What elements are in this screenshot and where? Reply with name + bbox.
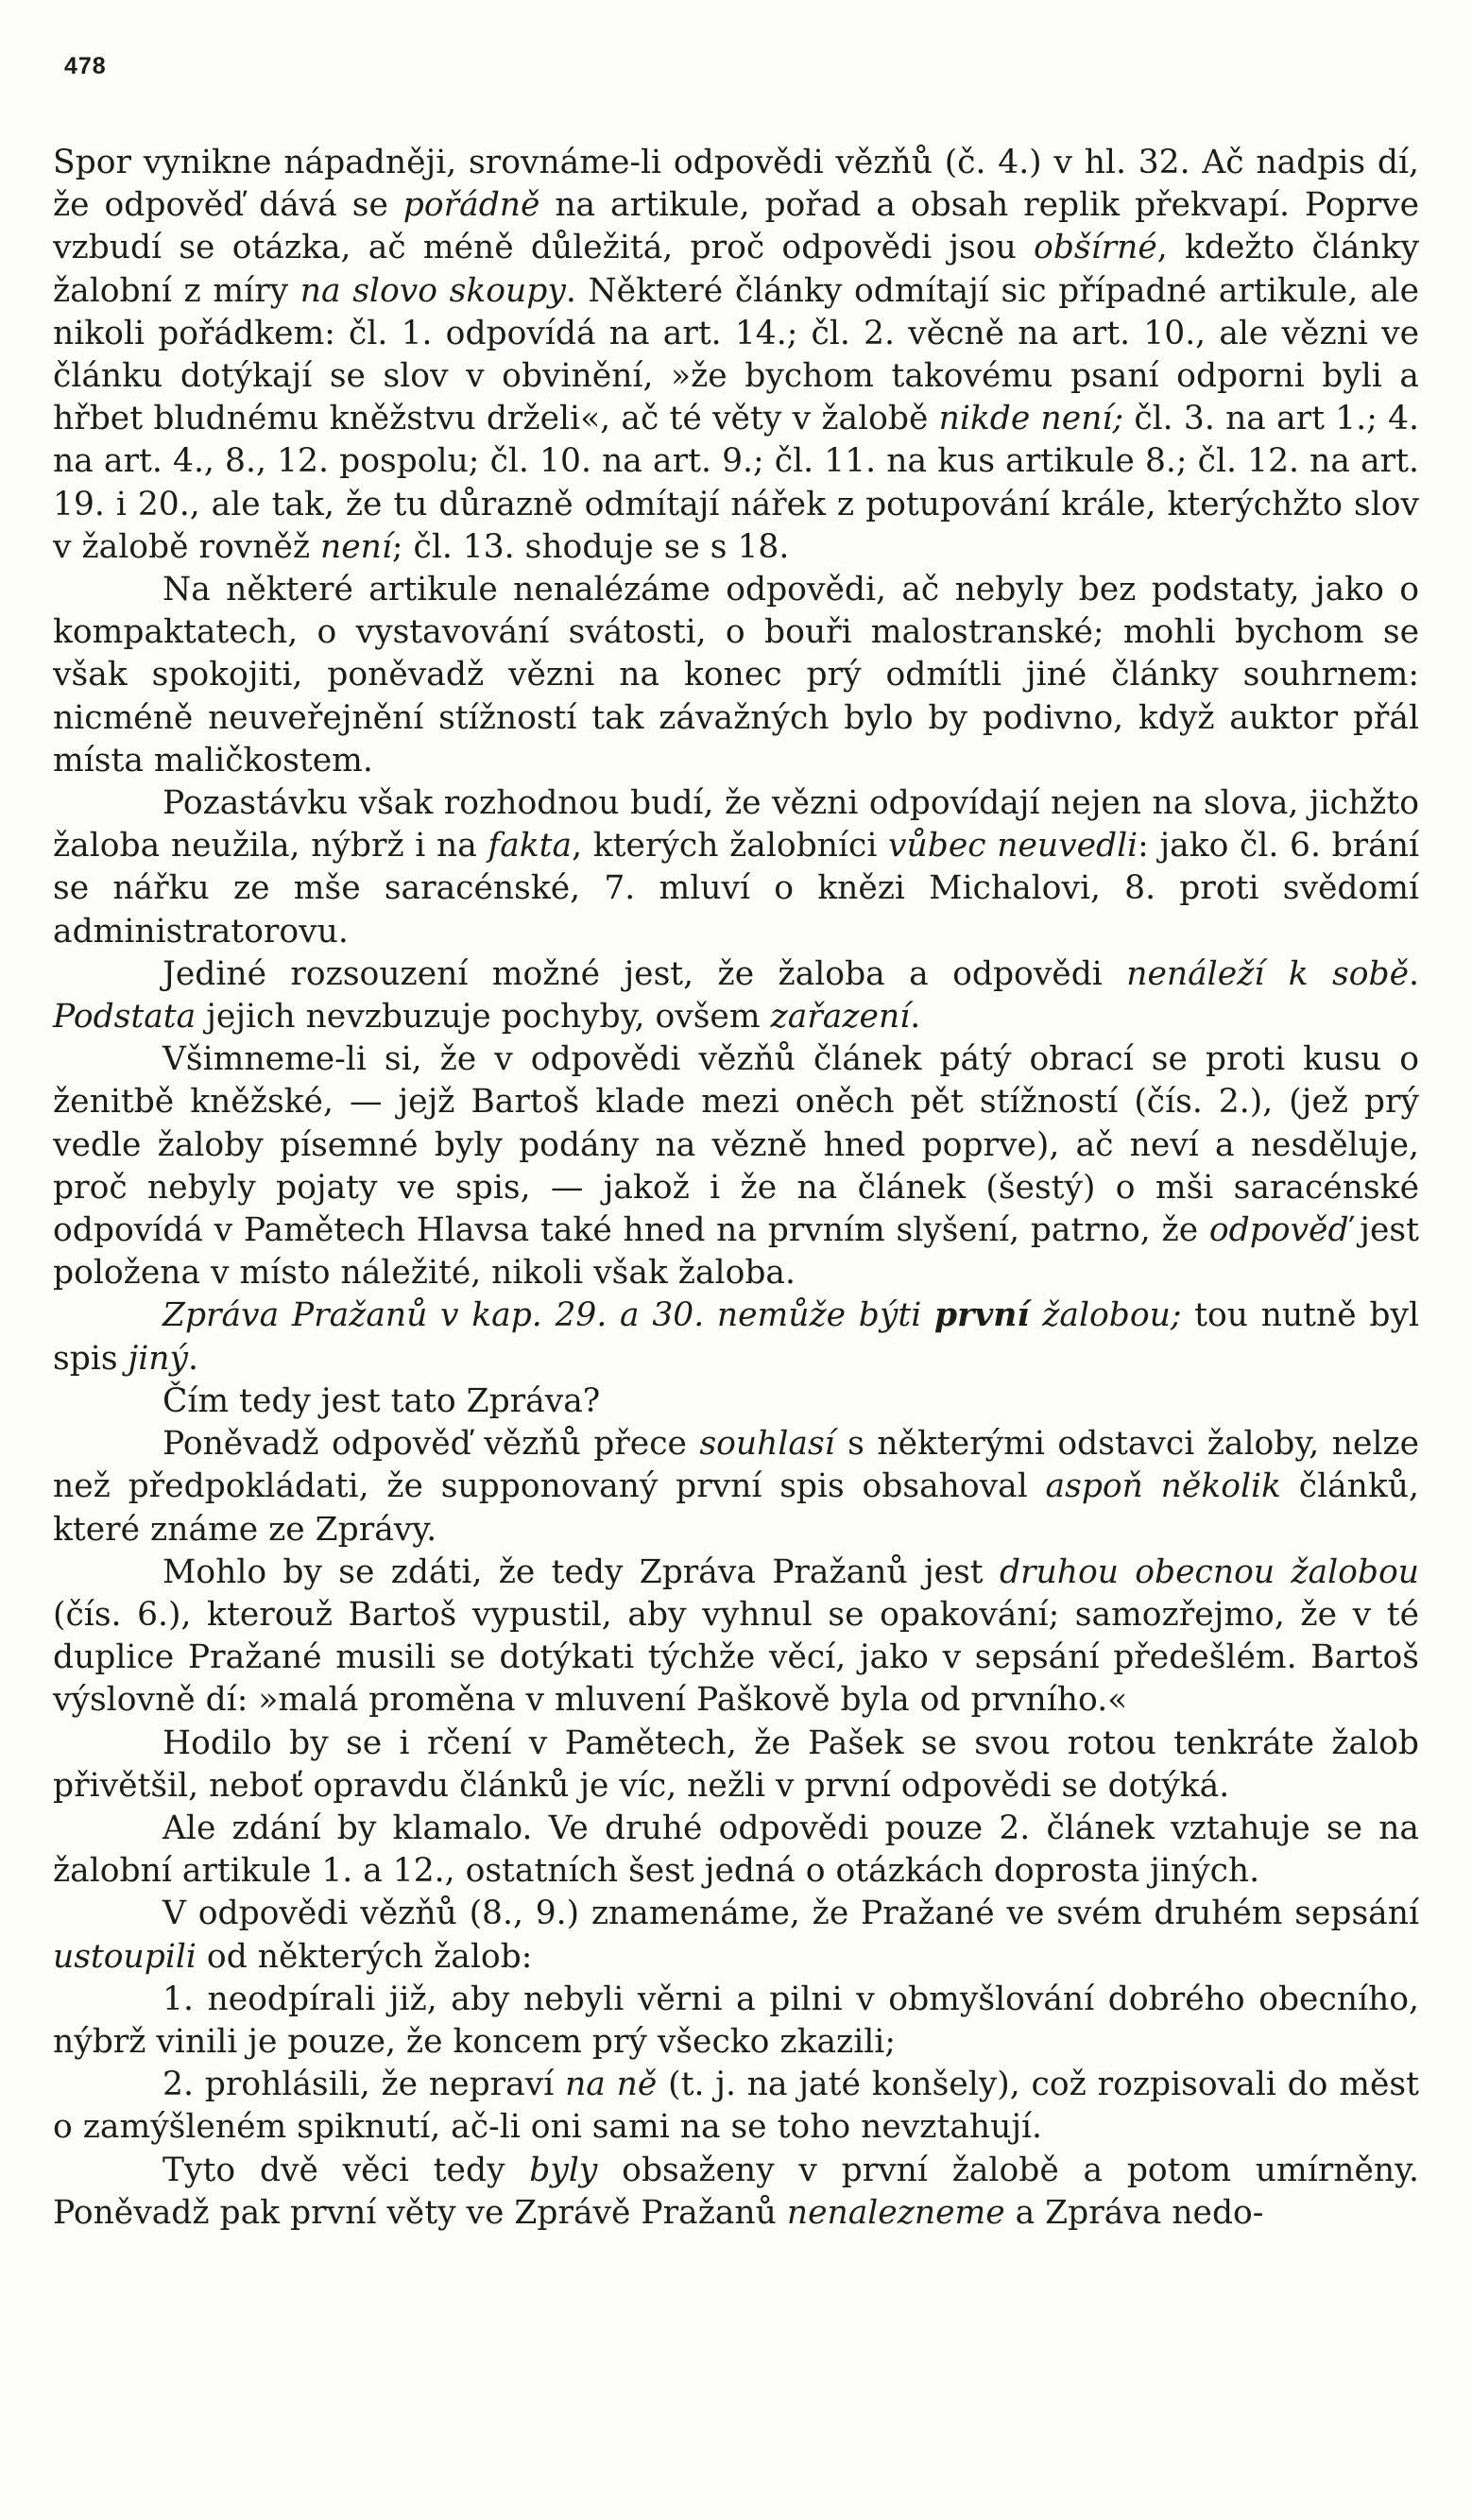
italic-run: byly (529, 2151, 598, 2189)
paragraph (53, 2150, 1419, 2235)
italic-run: Zpráva Pražanů v kap. 29. a 30. nemůže býti (163, 1296, 934, 1335)
italic-run: žalobou; (1029, 1296, 1182, 1335)
text-run: (t. j. na jaté konšely), což rozpisovali do měst o zamýšleném spiknutí, ač-li oni sami na se toho nevztahují. (53, 2066, 1419, 2147)
text-run: . (1409, 954, 1419, 993)
page-number: 478 (64, 53, 107, 79)
text-run: Tyto dvě věci tedy (163, 2151, 530, 2189)
text-run: Mohlo by se zdáti, že tedy Zpráva Pražanů jest (163, 1552, 1000, 1591)
italic-run: Podstata (53, 998, 197, 1037)
text-run: jejich nevzbuzuje pochyby, ovšem (196, 998, 771, 1037)
text-run: Jediné rozsouzení možné jest, že žaloba a odpovědi (163, 954, 1127, 993)
italic-run: nenalezneme (786, 2193, 1005, 2232)
text-run: Hodilo by se i rčení v Pamětech, že Pašek se svou rotou tenkráte žalob přivětšil, neboť opravdu článků je víc, nežli v první odpovědi se dotýká. (53, 1723, 1419, 1805)
text-run: , kterých žalobníci (572, 827, 889, 866)
text-run: Spor vynikne nápadněji, srovnáme-li odpovědi vězňů (č. 4.) v hl. 32. Ač nadpis dí, že odpověď dává se (53, 144, 1419, 225)
italic-run: zařazení (770, 998, 911, 1037)
text-run: : jako čl. 6. brání se nářku ze mše saracénské, 7. mluví o knězi Michalovi, 8. proti svědomí administratorovu. (53, 827, 1419, 951)
italic-run: obšírné (1034, 229, 1157, 267)
text-run: jest položena v místo náležité, nikoli však žaloba. (53, 1211, 1419, 1293)
body-text (53, 142, 1419, 2235)
text-run: na artikule, pořad a obsah replik překvapí. Poprve vzbudí se otázka, ač méně důležitá, proč odpovědi jsou (53, 186, 1419, 267)
text-run: tou nutně byl spis (53, 1296, 1419, 1378)
text-run: , kdežto články žalobní z míry (53, 229, 1419, 310)
italic-run: jiný (128, 1339, 188, 1378)
text-run: V odpovědi vězňů (8., 9.) znamenáme, že Pražané ve svém druhém sepsání (163, 1894, 1419, 1933)
italic-run: pořádně (402, 186, 540, 225)
paragraph (53, 1423, 1419, 1551)
italic-run: nenáleží k sobě (1126, 954, 1410, 993)
text-run: obsaženy v první žalobě a potom umírněny. Poněvadž pak první věty ve Zprávě Pražanů (53, 2151, 1419, 2232)
paragraph (53, 782, 1419, 953)
text-run: . (187, 1339, 198, 1378)
text-run: s některými odstavci žaloby, nelze než předpokládati, že supponovaný první spis obsahoval (53, 1425, 1419, 1506)
text-run: Čím tedy jest tato Zpráva? (163, 1381, 601, 1420)
paragraph (53, 1979, 1419, 2064)
paragraph (53, 1808, 1419, 1893)
paragraph (53, 142, 1419, 569)
text-run: . (910, 998, 921, 1037)
italic-run: aspoň několik (1045, 1467, 1281, 1506)
italic-run: ustoupili (53, 1937, 197, 1976)
paragraph (53, 1723, 1419, 1808)
text-run: a Zpráva nedo- (1004, 2193, 1264, 2232)
italic-run: fakta (488, 827, 573, 866)
text-run: Na některé artikule nenalézáme odpovědi, ač nebyly bez podstaty, jako o kompaktatech, o vystavování svátosti, o bouři malostranské; mohli bychom se však spokojiti, poněvadž vězni na konec prý odmítli jiné články souhrnem: nicméně neuveřejnění stížností tak závažných bylo by podivno, když auktor přál místa maličkostem. (53, 571, 1419, 780)
italic-run: odpověď (1208, 1211, 1349, 1250)
text-run: článků, které známe ze Zprávy. (53, 1467, 1419, 1549)
text-run: (čís. 6.), kterouž Bartoš vypustil, aby vyhnul se opakování; samozřejmo, že v té duplice Pražané musili se dotýkati týchže věcí, jako v sepsání předešlém. Bartoš výslovně dí: »malá proměna v mluvení Paškově byla od prvního.« (53, 1595, 1419, 1720)
italic-run: na ně (565, 2066, 658, 2104)
paragraph (53, 953, 1419, 1038)
text-run: 1. neodpírali již, aby nebyli věrni a pilni v obmyšlování dobrého obecního, nýbrž vinili je pouze, že koncem prý všecko zkazili; (53, 1980, 1419, 2061)
text-run: Poněvadž odpověď vězňů přece (163, 1425, 700, 1464)
text-run: 2. prohlásili, že nepraví (163, 2066, 566, 2104)
italic-run: nikde není; (938, 400, 1124, 438)
text-run: Pozastávku však rozhodnou budí, že vězni odpovídají nejen na slova, jichžto žaloba neužila, nýbrž i na (53, 784, 1419, 866)
bold-italic-run: první (933, 1296, 1030, 1335)
paragraph (53, 1551, 1419, 1723)
text-run: Ale zdání by klamalo. Ve druhé odpovědi pouze 2. článek vztahuje se na žalobní artikule 1. a 12., ostatních šest jedná o otázkách doprosta jiných. (53, 1809, 1419, 1891)
paragraph (53, 1038, 1419, 1294)
italic-run: vůbec neuvedli (888, 827, 1138, 866)
text-run: ; čl. 13. shoduje se s 18. (391, 527, 790, 566)
paragraph (53, 2064, 1419, 2149)
italic-run: druhou obecnou žalobou (999, 1552, 1419, 1591)
paragraph (53, 569, 1419, 782)
paragraph (53, 1380, 1419, 1423)
text-run: od některých žalob: (196, 1937, 533, 1976)
italic-run: na slovo skoupy (300, 271, 566, 310)
text-run: Všimneme-li si, že v odpovědi vězňů článek pátý obrací se proti kusu o ženitbě kněžské, — jejž Bartoš klade mezi oněch pět stížností (čís. 2.), (jež prý vedle žaloby písemné byly podány na vězně hned poprve), ač neví a nesděluje, proč nebyly pojaty ve spis, — jakož i že na článek (šestý) o mši saracénské odpovídá v Pamětech Hlavsa také hned na prvním slyšení, patrno, že (53, 1040, 1419, 1250)
paragraph (53, 1294, 1419, 1380)
text-run: . Některé články odmítají sic případné artikule, ale nikoli pořádkem: čl. 1. odpovídá na art. 14.; čl. 2. věcně na art. 10., ale vězni ve článku dotýkají se slov v obvinění, »že bychom takovému psaní odporni byli a hřbet bludnému kněžstvu drželi«, ač té věty v žalobě (53, 271, 1419, 438)
text-run: čl. 3. na art 1.; 4. na art. 4., 8., 12. pospolu; čl. 10. na art. 9.; čl. 11. na kus artikule 8.; čl. 12. na art. 19. i 20., ale tak, že tu důrazně odmítají nářek z potupování krále, kterýchžto slov v žalobě rovněž (53, 400, 1420, 566)
italic-run: není (320, 527, 392, 566)
paragraph (53, 1893, 1419, 1978)
italic-run: souhlasí (699, 1425, 835, 1464)
